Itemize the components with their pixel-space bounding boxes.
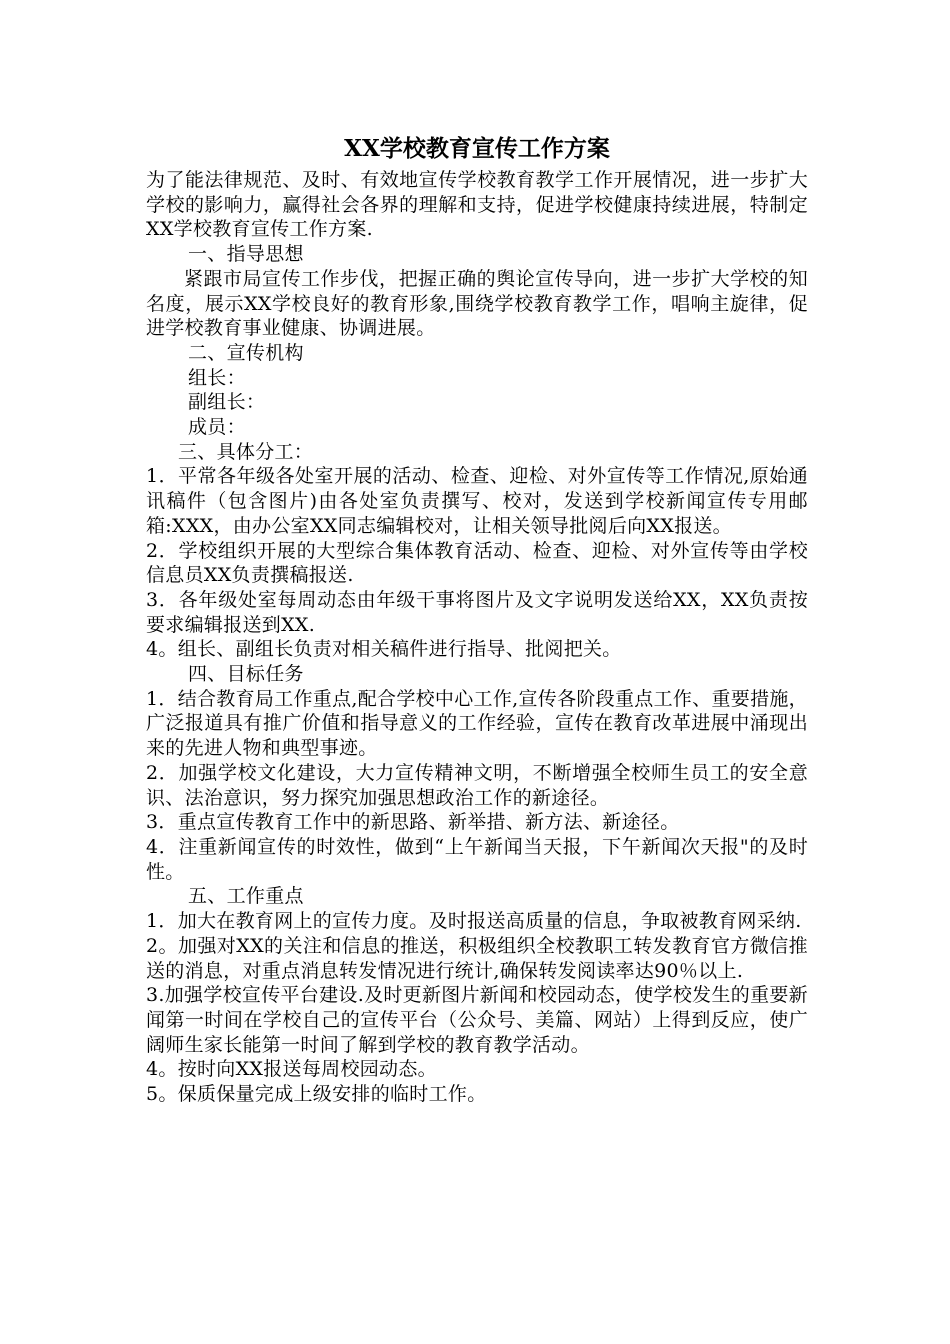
division-item: 1．平常各年级各处室开展的活动、检查、迎检、对外宣传等工作情况,原始通讯稿件（包含图片)由各处室负责撰写、校对，发送到学校新闻宣传专用邮箱:XXX，由办公室XX同志编辑校对，让相关领导批阅后向XX报送。: [146, 465, 808, 537]
section-heading-guiding-ideology: 一、指导思想: [188, 243, 304, 266]
goal-item: 2．加强学校文化建设，大力宣传精神文明，不断增强全校师生员工的安全意识、法治意识，努力探究加强思想政治工作的新途径。: [146, 761, 808, 809]
division-item: 2．学校组织开展的大型综合集体教育活动、检查、迎检、对外宣传等由学校信息员XX负责撰稿报送.: [146, 539, 808, 587]
key-work-item: 5。保质保量完成上级安排的临时工作。: [146, 1083, 487, 1106]
section-heading-goals: 四、目标任务: [188, 663, 304, 686]
goal-item: 1．结合教育局工作重点,配合学校中心工作,宣传各阶段重点工作、重要措施，广泛报道具有推广价值和指导意义的工作经验，宣传在教育改革进展中涌现出来的先进人物和典型事迹。: [146, 687, 808, 760]
section-heading-division: 三、具体分工：: [178, 440, 314, 463]
key-work-item: 2。加强对XX的关注和信息的推送，积极组织全校教职工转发教育官方微信推送的消息，对重点消息转发情况进行统计,确保转发阅读率达90％以上.: [146, 934, 808, 982]
section-heading-key-work: 五、工作重点: [188, 885, 304, 908]
section-body-guiding-ideology: 紧跟市局宣传工作步伐，把握正确的舆论宣传导向，进一步扩大学校的知名度，展示XX学校良好的教育形象,围绕学校教育教学工作，唱响主旋律，促进学校教育事业健康、协调进展。: [146, 267, 808, 340]
division-item: 4。组长、副组长负责对相关稿件进行指导、批阅把关。: [146, 638, 622, 661]
division-item: 3．各年级处室每周动态由年级干事将图片及文字说明发送给XX，XX负责按要求编辑报送到XX.: [146, 588, 808, 636]
document-page: [146, 130, 808, 1107]
org-deputy-line: 副组长：: [188, 391, 266, 414]
goal-item: 3．重点宣传教育工作中的新思路、新举措、新方法、新途径。: [146, 811, 680, 834]
org-leader-line: 组长：: [188, 366, 246, 389]
intro-paragraph: 为了能法律规范、及时、有效地宣传学校教育教学工作开展情况，进一步扩大学校的影响力，赢得社会各界的理解和支持，促进学校健康持续进展，特制定XX学校教育宣传工作方案.: [146, 169, 808, 241]
goal-item: 4．注重新闻宣传的时效性，做到“上午新闻当天报，下午新闻次天报"的及时性。: [146, 835, 808, 883]
key-work-item: 3.加强学校宣传平台建设.及时更新图片新闻和校园动态，使学校发生的重要新闻第一时间在学校自己的宣传平台（公众号、美篇、网站）上得到反应，使广阔师生家长能第一时间了解到学校的教育教学活动。: [146, 984, 808, 1056]
document-title: XX学校教育宣传工作方案: [344, 135, 610, 162]
key-work-item: 1．加大在教育网上的宣传力度。及时报送高质量的信息，争取被教育网采纳.: [146, 910, 802, 933]
org-members-line: 成员：: [188, 416, 246, 439]
section-heading-organization: 二、宣传机构: [188, 341, 304, 364]
key-work-item: 4。按时向XX报送每周校园动态。: [146, 1058, 437, 1081]
